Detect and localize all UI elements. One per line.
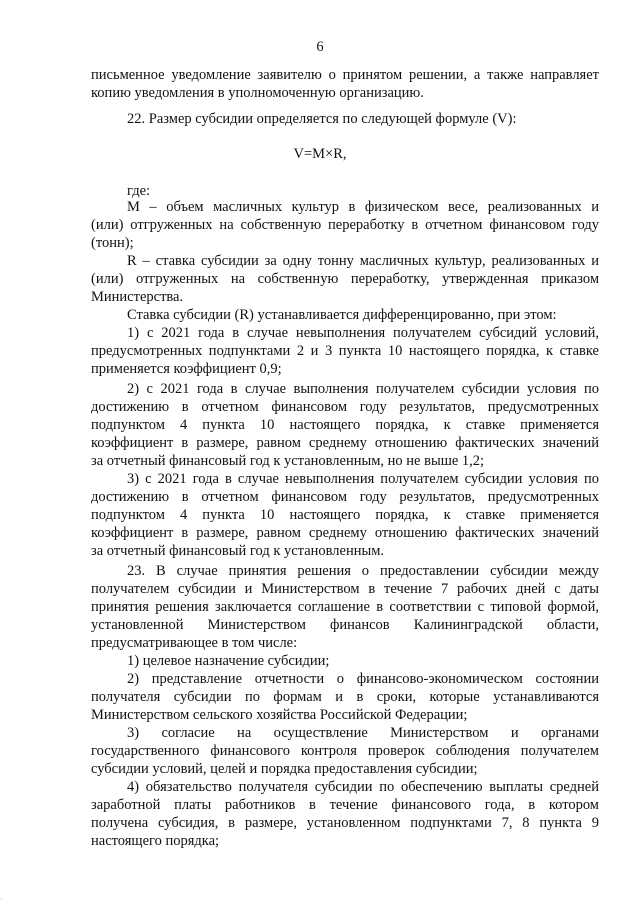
- text-line: предусмотренных подпунктами 2 и 3 пункта 10 настоящего порядка, к ставке: [91, 343, 599, 359]
- text-line: М – объем масличных культур в физическом весе, реализованных и: [127, 199, 599, 215]
- text-line: достижению в отчетном финансовом году результатов, предусмотренных: [91, 489, 599, 505]
- text-line: где:: [127, 183, 151, 199]
- text-line: подпунктом 4 пункта 10 настоящего порядка, к ставке применяется: [91, 507, 599, 523]
- text-line: за отчетный финансовый год к установленным, но не выше 1,2;: [91, 453, 485, 469]
- text-line: 4) обязательство получателя субсидии по обеспечению выплаты средней: [127, 779, 599, 795]
- text-line: Министерства.: [91, 289, 184, 305]
- text-line: получателя субсидии по формам и в сроки, которые устанавливаются: [91, 689, 599, 705]
- text-line: 2) представление отчетности о финансово-экономическом состоянии: [127, 671, 599, 687]
- text-line: заработной платы работников в течение финансового года, в котором: [91, 797, 599, 813]
- text-line: за отчетный финансовый год к установленным.: [91, 543, 385, 559]
- text-line: 22. Размер субсидии определяется по следующей формуле (V):: [127, 111, 517, 127]
- page-number: 6: [316, 39, 324, 55]
- text-line: подпунктом 4 пункта 10 настоящего порядка, к ставке применяется: [91, 417, 599, 433]
- text-line: принятия решения заключается соглашение в соответствии с типовой формой,: [91, 599, 599, 615]
- text-line: получателем субсидии и Министерством в течение 7 рабочих дней с даты: [91, 581, 599, 597]
- text-line: установленной Министерством финансов Калининградской области,: [91, 617, 599, 633]
- text-line: 3) согласие на осуществление Министерством и органами: [127, 725, 599, 741]
- text-line: 2) с 2021 года в случае выполнения получателем субсидии условия по: [127, 381, 599, 397]
- text-line: R – ставка субсидии за одну тонну масличных культур, реализованных и: [127, 253, 599, 269]
- formula: V=M×R,: [293, 146, 347, 162]
- text-line: (или) отгруженных на собственную переработку, утвержденная приказом: [91, 271, 599, 287]
- text-line: 1) целевое назначение субсидии;: [127, 653, 330, 669]
- text-line: предусматривающее в том числе:: [91, 635, 298, 651]
- text-line: Ставка субсидии (R) устанавливается дифференцированно, при этом:: [127, 307, 557, 323]
- text-line: Министерством сельского хозяйства Российской Федерации;: [91, 707, 468, 723]
- text-line: письменное уведомление заявителю о принятом решении, а также направляет: [91, 67, 599, 83]
- text-line: копию уведомления в уполномоченную организацию.: [91, 85, 424, 101]
- text-line: 3) с 2021 года в случае невыполнения получателем субсидии условия по: [127, 471, 599, 487]
- text-line: получена субсидия, в размере, установленном подпунктами 7, 8 пункта 9: [91, 815, 599, 831]
- text-line: достижению в отчетном финансовом году результатов, предусмотренных: [91, 399, 599, 415]
- text-line: применяется коэффициент 0,9;: [91, 361, 282, 377]
- text-line: 23. В случае принятия решения о предоставлении субсидии между: [127, 563, 599, 579]
- text-line: (или) отгруженных на собственную переработку в отчетном финансовом году: [91, 217, 599, 233]
- text-line: (тонн);: [91, 235, 134, 251]
- text-line: государственного финансового контроля проверок соблюдения получателем: [91, 743, 599, 759]
- text-line: 1) с 2021 года в случае невыполнения получателем субсидий условий,: [127, 325, 599, 341]
- text-line: коэффициент в размере, равном среднему отношению фактических значений: [91, 435, 599, 451]
- scan-edge-mark: ·: [0, 895, 3, 904]
- text-line: субсидии условий, целей и порядка предоставления субсидии;: [91, 761, 478, 777]
- text-line: настоящего порядка;: [91, 833, 220, 849]
- text-line: коэффициент в размере, равном среднему отношению фактических значений: [91, 525, 599, 541]
